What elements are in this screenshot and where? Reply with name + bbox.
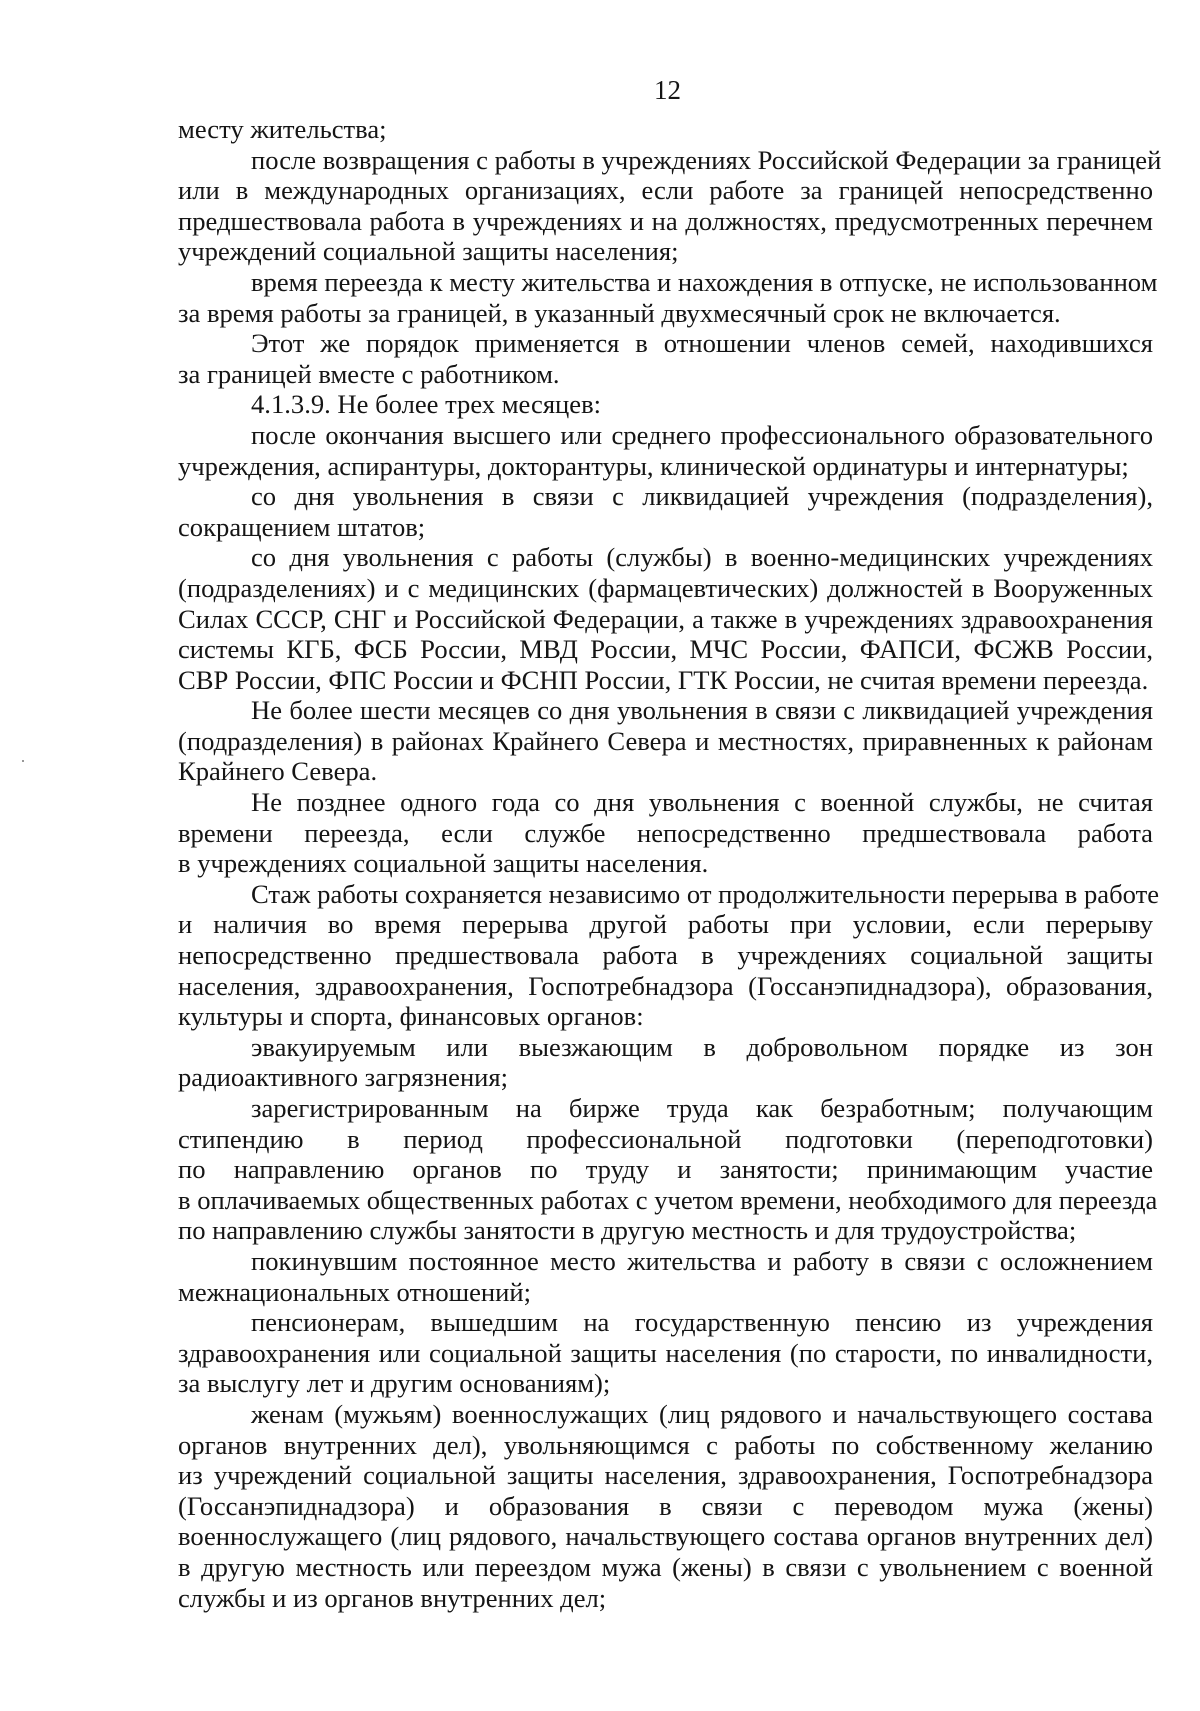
text-line: Силах СССР, СНГ и Российской Федерации, а также в учреждениях здравоохранения [178,603,1153,634]
text-line: времени переезда, если службе непосредственно предшествовала работа [178,817,1153,848]
text-line: населения, здравоохранения, Госпотребнадзора (Госсанэпиднадзора), образования, [178,970,1153,1001]
text-line: учреждения, аспирантуры, докторантуры, клинической ординатуры и интернатуры; [178,450,1129,481]
text-line: из учреждений социальной защиты населения, здравоохранения, Госпотребнадзора [178,1460,1153,1491]
text-line: службы и из органов внутренних дел; [178,1582,607,1613]
text-line: пенсионерам, вышедшим на государственную пенсию из учреждения [251,1307,1153,1338]
text-line: со дня увольнения в связи с ликвидацией учреждения (подразделения), [251,481,1153,512]
page-number: 12 [654,75,681,105]
text-line: за время работы за границей, в указанный двухмесячный срок не включается. [178,297,1061,328]
text-line: органов внутренних дел), увольняющимся с работы по собственному желанию [178,1429,1153,1460]
text-line: сокращением штатов; [178,511,426,542]
document-body [178,114,1162,1613]
text-line: культуры и спорта, финансовых органов: [178,1001,644,1032]
text-line: за выслугу лет и другим основаниям); [178,1368,611,1399]
text-line: время переезда к месту жительства и нахождения в отпуске, не использованном [251,266,1158,297]
text-line: со дня увольнения с работы (службы) в военно-медицинских учреждениях [251,542,1153,573]
text-line: зарегистрированным на бирже труда как безработным; получающим [251,1093,1153,1123]
text-line: здравоохранения или социальной защиты населения (по старости, по инвалидности, [178,1337,1153,1368]
text-line: Крайнего Севера. [178,756,378,787]
text-line: в оплачиваемых общественных работах с учетом времени, необходимого для переезда [178,1184,1158,1215]
text-line: месту жительства; [178,114,387,144]
text-line: за границей вместе с работником. [178,358,560,389]
text-line: (Госсанэпиднадзора) и образования в связи с переводом мужа (жены) [178,1490,1153,1521]
text-line: в учреждениях социальной защиты населения. [178,848,709,879]
text-line: после возвращения с работы в учреждениях Российской Федерации за границей [251,144,1162,175]
text-line: покинувшим постоянное место жительства и работу в связи с осложнением [251,1245,1153,1276]
text-line: эвакуируемым или выезжающим в добровольном порядке из зон [251,1031,1153,1062]
text-line: (подразделения) в районах Крайнего Севера и местностях, приравненных к районам [178,725,1153,756]
text-line: после окончания высшего или среднего профессионального образовательного [251,419,1153,450]
text-line: межнациональных отношений; [178,1276,531,1307]
text-line: непосредственно предшествовала работа в учреждениях социальной защиты [178,940,1153,971]
text-line: по направлению органов по труду и занятости; принимающим участие [178,1154,1153,1185]
text-line: предшествовала работа в учреждениях и на должностях, предусмотренных перечнем [178,205,1153,236]
text-line: радиоактивного загрязнения; [178,1062,509,1093]
text-line: в другую местность или переездом мужа (жены) в связи с увольнением с военной [178,1551,1153,1582]
text-line: системы КГБ, ФСБ России, МВД России, МЧС России, ФАПСИ, ФСЖВ России, [178,634,1153,665]
text-line: (подразделениях) и с медицинских (фармацевтических) должностей в Вооруженных [178,572,1153,603]
text-line: или в международных организациях, если работе за границей непосредственно [178,175,1153,206]
text-line: стипендию в период профессиональной подготовки (переподготовки) [178,1123,1153,1154]
text-line: учреждений социальной защиты населения; [178,236,679,267]
scan-speck [22,760,24,762]
text-line: СВР России, ФПС России и ФСНП России, ГТК России, не считая времени переезда. [178,664,1149,695]
text-line: и наличия во время перерыва другой работы при условии, если перерыву [178,909,1153,940]
text-line: Стаж работы сохраняется независимо от продолжительности перерыва в работе [251,878,1159,909]
text-line: 4.1.3.9. Не более трех месяцев: [251,389,602,420]
text-line: Не позднее одного года со дня увольнения с военной службы, не считая [251,787,1153,818]
text-line: по направлению службы занятости в другую местность и для трудоустройства; [178,1215,1077,1246]
text-line: Не более шести месяцев со дня увольнения в связи с ликвидацией учреждения [251,695,1153,726]
text-line: женам (мужьям) военнослужащих (лиц рядового и начальствующего состава [251,1398,1153,1429]
text-line: Этот же порядок применяется в отношении членов семей, находившихся [251,328,1153,359]
text-line: военнослужащего (лиц рядового, начальствующего состава органов внутренних дел) [178,1521,1153,1552]
